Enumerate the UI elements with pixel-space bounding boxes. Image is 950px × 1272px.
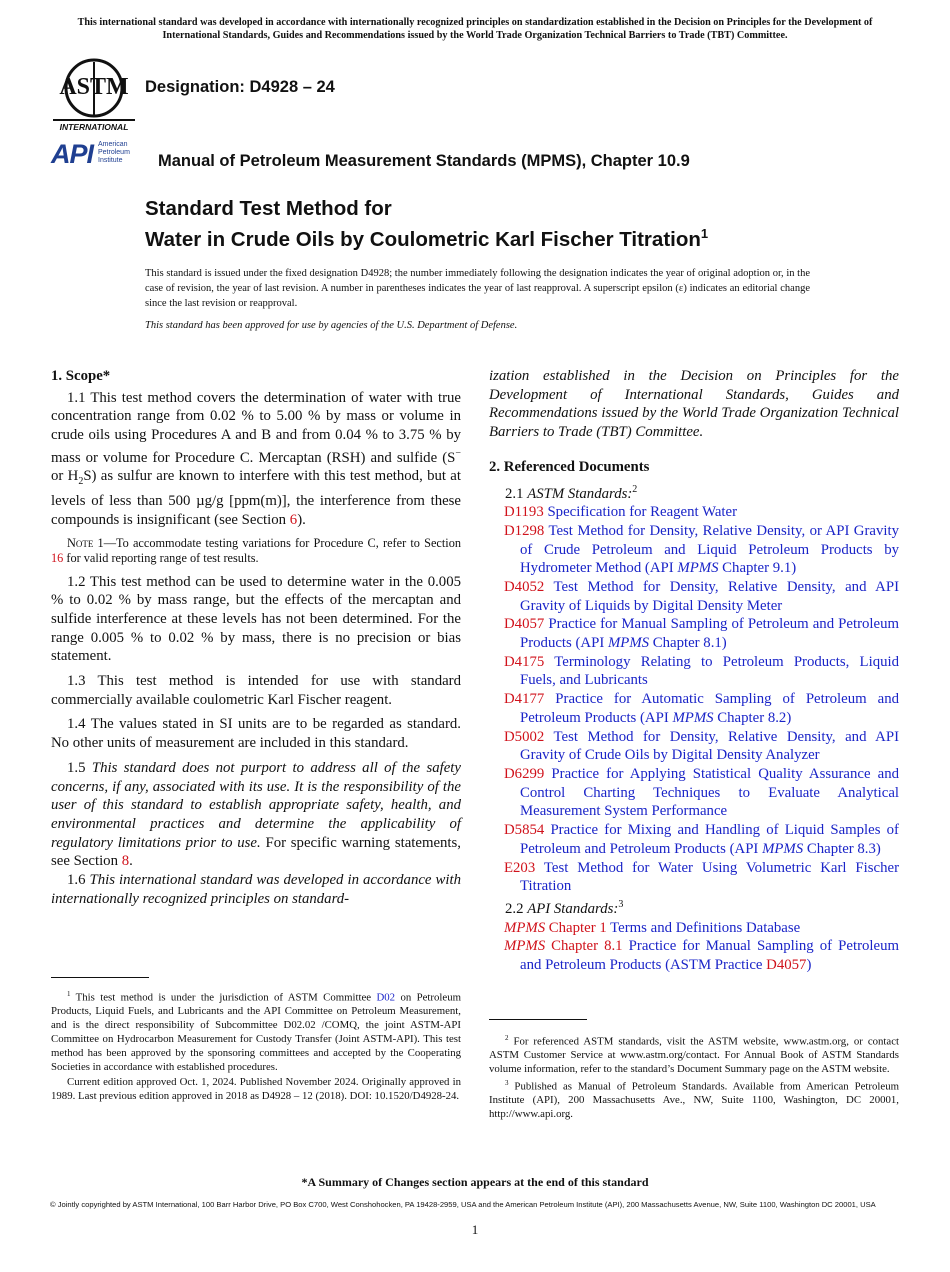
ref-d4052[interactable]: D4052 Test Method for Density, Relative Density, and API Gravity of Liquids by Digital Density Meter — [504, 578, 900, 614]
issued-note: This standard is issued under the fixed designation D4928; the number immediately following the designation indicates the year of original adoption or, in the case of revision, the year of last revision. A number in parentheses indicates the year of last reapproval. A superscript epsilon (ε) indicates an editorial change since the last revision or reapproval. — [145, 268, 810, 309]
committee-d02-link[interactable]: D02 — [376, 991, 396, 1004]
astm-logo-text: ASTM — [59, 74, 129, 100]
ref-d1298[interactable]: D1298 Test Method for Density, Relative Density, or API Gravity of Crude Petroleum and Liquid Petroleum Products by Hydrometer Method (API MPMS Chapter 9.1) — [504, 522, 899, 577]
footnote-3: $^3$ Published as Manual of Petroleum Standards. Available from American Petroleum Institute (API), 200 Massachusetts Ave., NW, Suite 1100, Washington, DC 20001, http://www.api.org. — [489, 1078, 899, 1121]
para-1-2: 1.2 This test method can be used to determine water in the 0.005 % to 0.02 % by mass range, but the effects of the mercaptan and sulfide interference at these levels has not been determined. For the range 0.005 % to 0.02 % by mass, there is no precision or bias statement. — [51, 573, 461, 665]
ref-d5002[interactable]: D5002 Test Method for Density, Relative Density, and API Gravity of Crude Oils by Digital Density Analyzer — [504, 728, 900, 764]
ref-mpms-ch8-1[interactable]: MPMS Chapter 8.1 Practice for Manual Sampling of Petroleum and Petroleum Products (ASTM Practice D4057) — [504, 938, 899, 973]
edition-note: Current edition approved Oct. 1, 2024. Published November 2024. Originally approved in 1989. Last previous edition approved in 2018 as D4928 – 12 (2018). DOI: 10.1520/D4928-24. — [51, 1076, 461, 1103]
para-1-6-cont: ization established in the Decision on Principles for the Development of International Standards, Guides and Recommendations issued by the World Trade Organization Technical Barriers to Trade (TBT) Committee. — [489, 368, 899, 441]
section-6-link[interactable]: 6 — [289, 511, 298, 528]
title-footnote-ref[interactable]: 1 — [700, 226, 709, 241]
section-8-link[interactable]: 8 — [121, 853, 130, 870]
api-standards-label: 2.2 API Standards:$^3$ — [505, 898, 624, 917]
refs-heading: 2. Referenced Documents — [489, 458, 650, 475]
api-logo-letters: API — [51, 139, 94, 169]
dod-note: This standard has been approved for use by agencies of the U.S. Department of Defense. — [145, 320, 518, 331]
api-logo-line2: Petroleum — [98, 149, 130, 156]
ref-e203[interactable]: E203 Test Method for Water Using Volumetric Karl Fischer Titration — [504, 859, 899, 895]
para-1-6-start: 1.6 This international standard was developed in accordance with internationally recognized principles on standard- — [51, 872, 461, 907]
ref-d1193[interactable]: D1193 Specification for Reagent Water — [504, 504, 738, 521]
left-column — [51, 367, 461, 908]
ref-d5854[interactable]: D5854 Practice for Mixing and Handling of Liquid Samples of Petroleum and Petroleum Products (API MPMS Chapter 8.3) — [504, 822, 899, 857]
para-1-1: 1.1 This test method covers the determination of water with true concentration range from 0.02 % to 5.00 % by mass or volume in crude oils using Procedures A and B and from 0.04 % to 3.75 % by mass or volume for Procedure C. Mercaptan (RSH) and sulfide (S− or $H_2S$) as sulfur are known to interfere with this test method, but at levels of less than 500 µg/g [ppm(m)], the interference from these compounds is insignificant (see Section 6). — [51, 389, 461, 528]
designation: Designation: D4928 – 24 — [145, 78, 335, 96]
api-logo — [51, 141, 151, 171]
section-16-link[interactable]: 16 — [51, 551, 64, 565]
title-line1: Standard Test Method for — [145, 197, 392, 220]
ref-d6299[interactable]: D6299 Practice for Applying Statistical Quality Assurance and Control Charting Techniques to Evaluate Analytical Measurement System Performance — [504, 765, 899, 820]
footnote-rule-left — [51, 977, 149, 978]
api-logo-line3: Institute — [98, 157, 123, 164]
ref-mpms-ch1[interactable]: MPMS Chapter 1 Terms and Definitions Database — [504, 919, 801, 936]
astm-ref-list — [489, 503, 899, 896]
para-1-4: 1.4 The values stated in SI units are to be regarded as standard. No other units of measurement are included in this standard. — [51, 716, 461, 752]
para-1-3: 1.3 This test method is intended for use with standard commercially available coulometric Karl Fischer reagent. — [51, 673, 461, 708]
d4057-link[interactable]: D4057 — [766, 956, 807, 973]
ref-d4177[interactable]: D4177 Practice for Automatic Sampling of Petroleum and Petroleum Products (API MPMS Chapter 8.2) — [504, 691, 899, 726]
top-note: This international standard was developed in accordance with internationally recognized principles on standardization established in the Decision on Principles for the Development of International Standards, Guides and Recommendations issued by the World Trade Organization Technical Barriers to Trade (TBT) Committee. — [77, 17, 873, 41]
document-title — [145, 196, 708, 252]
copyright: © Jointly copyrighted by ASTM International, 100 Barr Harbor Drive, PO Box C700, West Conshohocken, PA 19428-2959, USA and the American Petroleum Institute (API), 200 Massachusetts Avenue, NW, Suite 1100, Washington DC 20001, USA — [50, 1200, 876, 1209]
api-ref-list — [489, 919, 899, 975]
astm-logo-sub: INTERNATIONAL — [53, 119, 135, 132]
note-1: Note 1—To accommodate testing variations for Procedure C, refer to Section 16 for valid reporting range of test results. — [51, 535, 461, 565]
footnotes-right — [489, 1032, 899, 1122]
ref-d4175[interactable]: D4175 Terminology Relating to Petroleum Products, Liquid Fuels, and Lubricants — [504, 653, 899, 689]
footnote-rule-right — [489, 1019, 587, 1020]
page-number: 1 — [471, 1222, 479, 1237]
footnote-2: $^2$ For referenced ASTM standards, visit the ASTM website, www.astm.org, or contact ASTM Customer Service at www.astm.org/contact. For Annual Book of ASTM Standards volume information, refer to the standard’s Document Summary page on the ASTM website. — [489, 1034, 899, 1076]
api-logo-line1: American — [98, 141, 128, 148]
title-line2-text: Water in Crude Oils by Coulometric Karl Fischer Titration — [145, 227, 701, 251]
para-1-5: 1.5 This standard does not purport to address all of the safety concerns, if any, associated with its use. It is the responsibility of the user of this standard to establish appropriate safety, health, and environmental practices and determine the applicability of regulatory limitations prior to use. For specific warning statements, see Section 8. — [51, 759, 461, 870]
ref-d4057[interactable]: D4057 Practice for Manual Sampling of Petroleum and Petroleum Products (API MPMS Chapter 8.1) — [504, 616, 899, 652]
right-column — [489, 367, 899, 975]
footnote-1: $^1$ This test method is under the jurisdiction of ASTM Committee D02 on Petroleum Products, Liquid Fuels, and Lubricants and the API Committee on Petroleum Measurement, and is the direct responsibility of Subcommittee D02.02 /COMQ, the joint ASTM-API Committee on Hydrocarbon Measurement for Custody Transfer (Joint ASTM-API). This test method has been approved by the sponsoring committees and accepted by the Cooperating Societies in accordance with established procedures. Current edition approved Oct. 1, 2024. Published November 2024. Originally approved in 1989. Last previous edition approved in 2018 as D4928 – 12 (2018). DOI: 10.1520/D4928-24. — [51, 990, 461, 1103]
scope-heading: 1. Scope* — [51, 368, 111, 384]
summary-note: *A Summary of Changes section appears at the end of this standard — [301, 1175, 649, 1189]
mpms-line: Manual of Petroleum Measurement Standards (MPMS), Chapter 10.9 — [158, 152, 690, 170]
astm-logo — [53, 56, 135, 132]
title-line2 — [145, 221, 708, 252]
astm-standards-label: 2.1 ASTM Standards:$^2$ — [505, 483, 638, 502]
